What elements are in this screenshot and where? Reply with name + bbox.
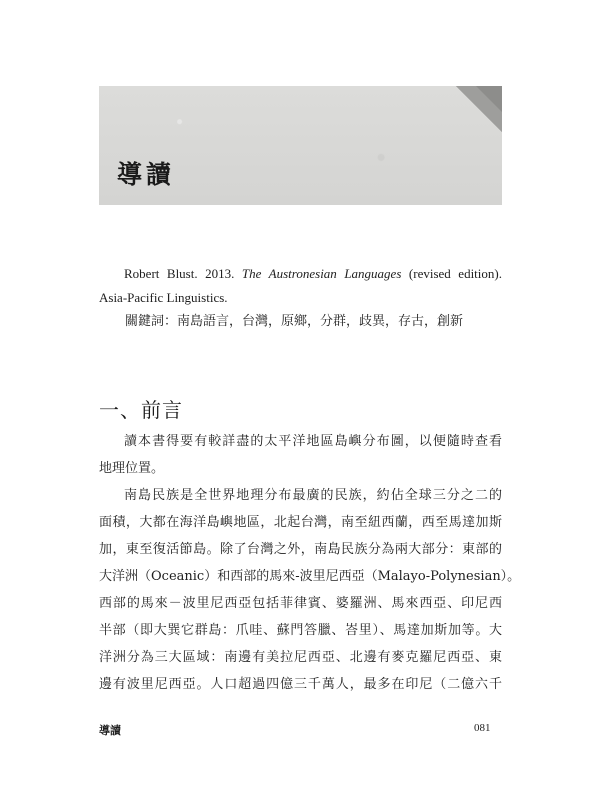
paragraph-2-line: 洋洲分為三大區域：南邊有美拉尼西亞、北邊有麥克羅尼西亞、東 [99, 650, 502, 665]
paragraph-2-line: 大洋洲（Oceanic）和西部的馬來-波里尼西亞（Malayo-Polynesian）。 [99, 569, 521, 584]
paragraph-1-line: 讀本書得要有較詳盡的太平洋地區島嶼分布圖，以便隨時查看 [124, 434, 502, 449]
paragraph-2-line: 半部（即大巽它群島：爪哇、蘇門答臘、峇里）、馬達加斯加等。大 [99, 623, 502, 638]
paragraph-2-line: 加，東至復活節島。除了台灣之外，南島民族分為兩大部分：東部的 [99, 542, 502, 557]
paragraph-2-line: 西部的馬來－波里尼西亞包括菲律賓、婆羅洲、馬來西亞、印尼西 [99, 596, 502, 611]
citation-book-title: The Austronesian Languages [241, 266, 402, 281]
paragraph-2-line: 南島民族是全世界地理分布最廣的民族，約佔全球三分之二的 [124, 488, 502, 503]
citation-edition: (revised edition). [401, 266, 502, 281]
citation-publisher: Asia-Pacific Linguistics. [99, 290, 228, 305]
chapter-banner [99, 86, 502, 205]
running-title: 導讀 [99, 724, 121, 737]
paragraph-2-line: 邊有波里尼西亞。人口超過四億三千萬人，最多在印尼（二億六千 [99, 677, 502, 692]
page-number: 081 [474, 722, 491, 734]
paragraph-1-line: 地理位置。 [99, 461, 165, 476]
corner-fold-decoration [456, 86, 502, 132]
citation-author-year: Robert Blust. 2013. [124, 266, 242, 281]
citation-line-1 [124, 262, 502, 286]
chapter-title: 導讀 [117, 160, 176, 189]
paragraph-2-line: 面積，大都在海洋島嶼地區，北起台灣，南至紐西蘭，西至馬達加斯 [99, 515, 502, 530]
section-heading: 一、前言 [99, 398, 183, 422]
keywords-line: 關鍵詞：南島語言，台灣，原鄉，分群，歧異，存古，創新 [125, 314, 464, 329]
